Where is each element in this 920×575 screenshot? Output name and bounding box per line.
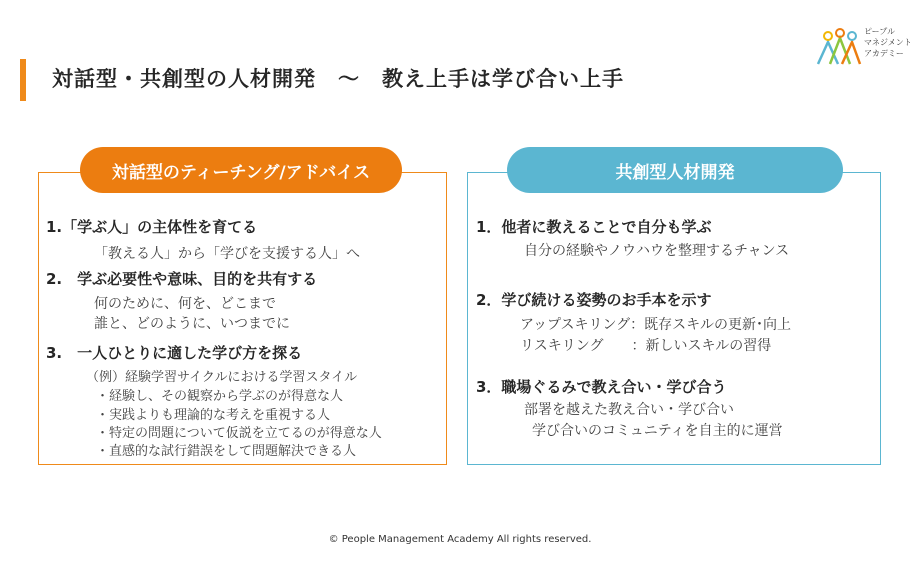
right-item-3-line-2: 学び合いのコミュニティを自主的に運営: [532, 423, 783, 439]
right-item-2-line-1: アップスキリング：既存スキルの更新･向上: [520, 317, 792, 333]
right-item-1-title: 1．他者に教えることで自分も学ぶ: [476, 218, 712, 236]
right-item-2-title: 2．学び続ける姿勢のお手本を示す: [476, 291, 712, 309]
logo-line-3: アカデミー: [864, 49, 904, 58]
page-title: 対話型・共創型の人材開発 ～ 教え上手は学び合い上手: [52, 67, 624, 91]
title-accent-bar: [20, 59, 26, 101]
left-item-2-title: 2. 学ぶ必要性や意味、目的を共有する: [46, 270, 318, 288]
footer-copyright: © People Management Academy All rights reserved.: [328, 534, 592, 545]
left-item-3-title: 3. 一人ひとりに適した学び方を探る: [46, 344, 303, 362]
right-item-3-line-1: 部署を越えた教え合い・学び合い: [524, 402, 734, 418]
logo: [816, 26, 916, 70]
right-item-3-title: 3．職場ぐるみで教え合い・学び合う: [476, 378, 727, 396]
right-item-1-line-1: 自分の経験やノウハウを整理するチャンス: [524, 243, 790, 259]
left-panel-heading: 対話型のティーチング/アドバイス: [80, 147, 402, 193]
left-item-2-line-2: 誰と、どのように、いつまでに: [94, 316, 290, 332]
logo-line-1: ピープル: [864, 27, 895, 36]
logo-mountain-icon: [816, 28, 862, 68]
left-item-2-line-1: 何のために、何を、どこまで: [94, 296, 276, 312]
left-item-3-line-2: ・経験し、その観察から学ぶのが得意な人: [96, 389, 344, 404]
logo-text: [864, 26, 912, 59]
left-item-1-title: 1.「学ぶ人」の主体性を育てる: [46, 218, 258, 236]
left-item-3-line-3: ・実践よりも理論的な考えを重視する人: [96, 408, 331, 423]
right-item-2-line-2: リスキリング ：新しいスキルの習得: [520, 338, 772, 354]
right-panel-heading: 共創型人材開発: [507, 147, 843, 193]
logo-line-2: マネジメント: [864, 38, 912, 47]
left-item-3-line-4: ・特定の問題について仮説を立てるのが得意な人: [96, 426, 382, 441]
left-item-1-line-1: 「教える人」から「学びを支援する人」へ: [94, 246, 360, 262]
left-item-3-line-5: ・直感的な試行錯誤をして問題解決できる人: [96, 444, 357, 459]
left-item-3-line-1: （例）経験学習サイクルにおける学習スタイル: [86, 370, 358, 385]
